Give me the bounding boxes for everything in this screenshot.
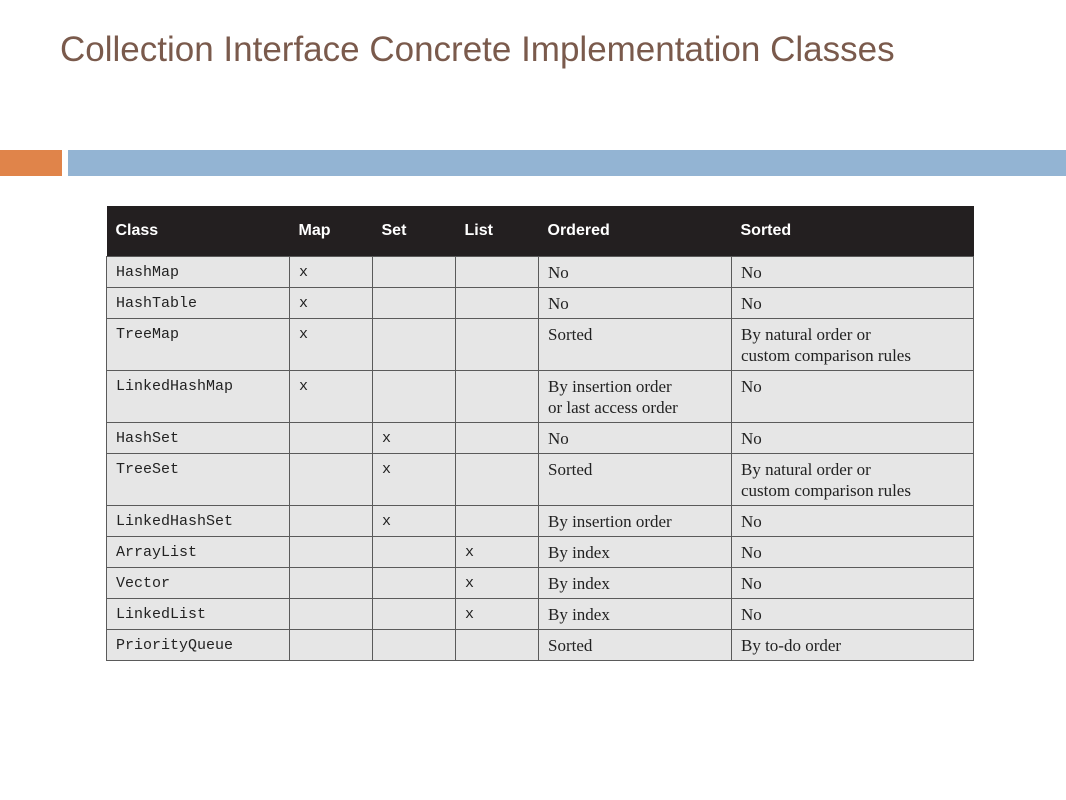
map-cell: x: [290, 319, 373, 371]
ordered-cell: By index: [539, 599, 732, 630]
list-cell: [456, 423, 539, 454]
ordered-cell: By insertion order or last access order: [539, 371, 732, 423]
ordered-cell: No: [539, 257, 732, 288]
set-cell: x: [373, 506, 456, 537]
header-list: List: [456, 206, 539, 257]
list-cell: [456, 319, 539, 371]
slide-title: Collection Interface Concrete Implementation Classes: [60, 30, 895, 69]
sorted-cell: No: [732, 599, 974, 630]
class-cell: TreeMap: [107, 319, 290, 371]
table-row: [107, 423, 974, 454]
class-cell: LinkedHashSet: [107, 506, 290, 537]
ordered-cell: By index: [539, 537, 732, 568]
list-cell: [456, 630, 539, 661]
sorted-cell: No: [732, 537, 974, 568]
table-row: [107, 537, 974, 568]
sorted-cell: No: [732, 371, 974, 423]
set-cell: [373, 257, 456, 288]
sorted-cell: No: [732, 568, 974, 599]
class-cell: HashSet: [107, 423, 290, 454]
sorted-cell: No: [732, 288, 974, 319]
sorted-cell: By natural order or custom comparison rules: [732, 454, 974, 506]
accent-bar-blue: [68, 150, 1066, 176]
set-cell: [373, 537, 456, 568]
table-row: [107, 599, 974, 630]
table-row: [107, 506, 974, 537]
list-cell: x: [456, 568, 539, 599]
set-cell: [373, 568, 456, 599]
ordered-cell: No: [539, 288, 732, 319]
table-row: [107, 288, 974, 319]
map-cell: [290, 630, 373, 661]
sorted-cell: By natural order or custom comparison rules: [732, 319, 974, 371]
list-cell: [456, 257, 539, 288]
map-cell: [290, 423, 373, 454]
map-cell: [290, 454, 373, 506]
list-cell: [456, 506, 539, 537]
class-cell: ArrayList: [107, 537, 290, 568]
class-cell: PriorityQueue: [107, 630, 290, 661]
table-row: [107, 568, 974, 599]
class-cell: Vector: [107, 568, 290, 599]
table-row: [107, 319, 974, 371]
list-cell: x: [456, 537, 539, 568]
list-cell: [456, 371, 539, 423]
set-cell: [373, 288, 456, 319]
ordered-cell: No: [539, 423, 732, 454]
table-row: [107, 454, 974, 506]
accent-bar-orange: [0, 150, 62, 176]
ordered-cell: By insertion order: [539, 506, 732, 537]
table-row: [107, 371, 974, 423]
sorted-cell: No: [732, 257, 974, 288]
table-row: [107, 257, 974, 288]
map-cell: x: [290, 288, 373, 319]
header-map: Map: [290, 206, 373, 257]
map-cell: [290, 568, 373, 599]
class-cell: HashTable: [107, 288, 290, 319]
ordered-cell: Sorted: [539, 454, 732, 506]
table-header-row: [107, 206, 974, 257]
header-set: Set: [373, 206, 456, 257]
class-cell: LinkedList: [107, 599, 290, 630]
set-cell: [373, 371, 456, 423]
list-cell: [456, 454, 539, 506]
header-sorted: Sorted: [732, 206, 974, 257]
header-class: Class: [107, 206, 290, 257]
ordered-cell: By index: [539, 568, 732, 599]
sorted-cell: By to-do order: [732, 630, 974, 661]
class-cell: TreeSet: [107, 454, 290, 506]
set-cell: [373, 319, 456, 371]
table-body: [107, 257, 974, 661]
list-cell: [456, 288, 539, 319]
ordered-cell: Sorted: [539, 319, 732, 371]
set-cell: [373, 630, 456, 661]
class-cell: LinkedHashMap: [107, 371, 290, 423]
sorted-cell: No: [732, 506, 974, 537]
class-cell: HashMap: [107, 257, 290, 288]
map-cell: x: [290, 371, 373, 423]
implementation-table: [106, 206, 974, 661]
map-cell: [290, 599, 373, 630]
header-ordered: Ordered: [539, 206, 732, 257]
map-cell: x: [290, 257, 373, 288]
list-cell: x: [456, 599, 539, 630]
table-row: [107, 630, 974, 661]
set-cell: [373, 599, 456, 630]
set-cell: x: [373, 423, 456, 454]
map-cell: [290, 537, 373, 568]
map-cell: [290, 506, 373, 537]
sorted-cell: No: [732, 423, 974, 454]
set-cell: x: [373, 454, 456, 506]
ordered-cell: Sorted: [539, 630, 732, 661]
